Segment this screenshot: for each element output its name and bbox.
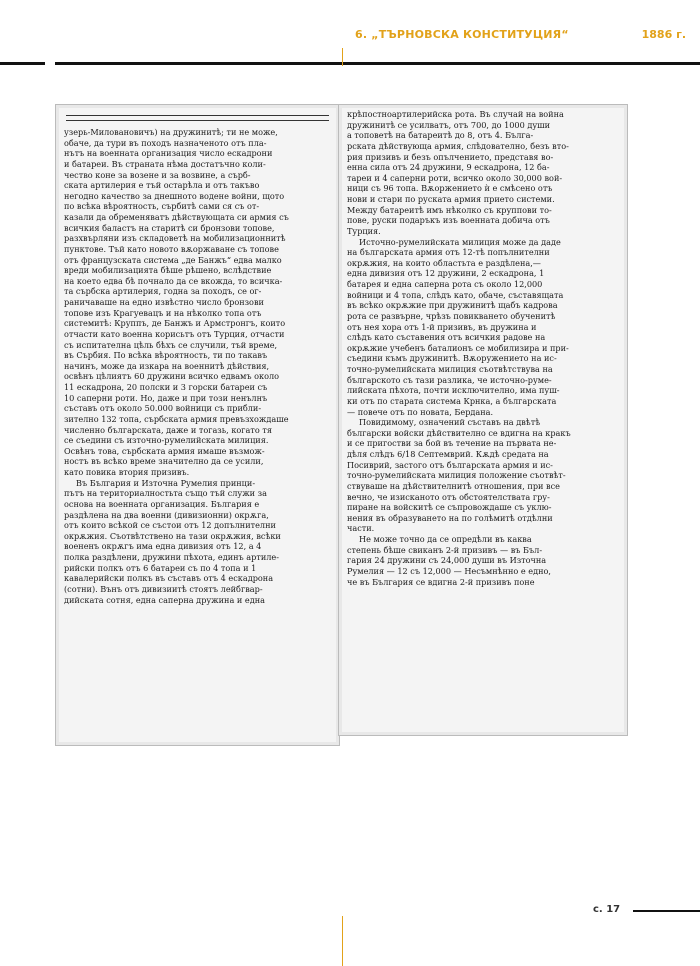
newspaper-clipping-left xyxy=(55,104,340,746)
page-number: с. 17 xyxy=(593,904,621,915)
paragraph: узерь-Миловановичъ) на дружинитѣ; ти не може, обаче, да тури въ походъ назначеното отъ пла- нътъ на военната организация число ескадрони и батареи. Въ страната нѣма достатъчно коли- чество коне за возене и за возвине, а сърб- ската артилерия е тъй остарѣла и отъ такъво негодно качество за днешното водене войни, щото по всѣка вѣроятность, сърбитѣ сами ся съ от- казали да обременяватъ дѣйствующата си армия съ всичкия баластъ на старитѣ си бронзови топове, разхвърляни изъ складоветѣ на мобилизационнитѣ пунктове. Тъй като новото вѫоржаване съ топове отъ французската система „де Банжъ“ едва малко вреди мобилизацията бѣше рѣшено, вслѣдствие на което едва бѣ почнало да се вкожда, то всичка- та сърбска артилерия, годна за походъ, се ог- раничаваше на едно извѣстно число бронзови топове изъ Крагуевацъ и на нѣколко топа отъ системитѣ: Круппъ, де Банжъ и Армстронгъ, които отчасти като военна корисьтъ отъ Турция, отчасти съ испитателна цѣль бѣхъ се случили, тъй време, въ Сърбия. По всѣка вѣроятность, ти по такавъ начинъ, може да изкара на военнитѣ дѣйствия, освѣнъ цѣлиятъ 60 дружини всичко едвамъ около 11 ескадрона, 20 полски и 3 горски батареи съ 10 саперни роти. Но, даже и при този ненълнъ съставъ отъ около 50.000 войници съ прибли- зително 132 топа, сърбската армия превъзхождаше численно българската, даже и тогазь, когато тя се съедини съ източно-румелийската милиция. Освѣнъ това, сърбската армия имаше възмож- ностъ въ всѣко време значително да се усили, като повика втория призивъ. xyxy=(64,127,289,477)
paragraph: Источно-румелийската милиция може да даде на българската армия отъ 12-тѣ попълнителни окрѫжия, на които областьта е раздѣлена,— една дивизия отъ 12 дружини, 2 ескадрона, 1 батарея и една саперна рота съ около 12,000 войници и 4 топа, слѣдъ като, обаче, съставящата въ всѣко окрѫжие при дружинитѣ щабъ кадрова рота се развърне, чрѣзъ повикването обученитѣ отъ нея хора отъ 1-й призивъ, въ дружина и слѣдъ като съставения отъ всичкия радове на окрѫжие учебенъ баталионъ се мобилизира и при- съедини къмъ дружинитѣ. Вѫоружението на ис- точно-румелийската милиция съотвѣтствува на българското съ тази разлика, че источно-руме- лийската пѣхота, почти исключително, има пуш- ки отъ по старата система Крнка, а българската — повече отъ по новата, Бердана. xyxy=(347,236,569,417)
paragraph: Повидимому, означений съставъ на двѣтѣ български войски дѣйствително се вдигна на кракъ и се пригостви за бой въ течение на първата не- дѣля слѣдъ 6/18 Септемврий. Кѫдѣ средата на Посиврий, застого отъ българската армия и ис- точно-румелийската милиция положение съотвѣт- ствуваше на дѣйствителнитѣ отношения, при все вечно, че изисканото отъ обстоятелствата гру- пиране на войскитѣ се съпровождаше съ уклю- нения въ образуването на по голѣмитѣ отдѣлни части. xyxy=(347,417,571,534)
footer-divider-tick xyxy=(342,916,343,966)
chapter-title: 6. „ТЪРНОВСКА КОНСТИТУЦИЯ“ xyxy=(355,28,569,41)
clipping-top-rule xyxy=(66,115,329,121)
header-divider-tick xyxy=(342,48,343,66)
paragraph: крѣпостноартилерийска рота. Въ случай на война дружинитѣ се усилватъ, отъ 700, до 1000 души а топоветѣ на батареитѣ до 8, отъ 4. Бълга- рската дѣйствующа армия, слѣдователно, безъ вто- рия призивъ и безъ опълчението, представя во- енна сила отъ 24 дружини, 9 ескадрона, 12 ба- тареи и 4 саперни роти, всичко около 30,000 вой- ници съ 96 топа. Вѫоржението ѝ е смѣсено отъ нови и стари по руската армия прието системи. Между батареитѣ имъ нѣколко съ круппови то- пове, руски подаръкъ изъ военната добича отъ Турция. xyxy=(347,109,569,236)
paragraph: Не може точно да се опредѣли въ каква степень бѣше свиканъ 2-й призивъ — въ Бъл- гария 24 дружини съ 24,000 души въ Източна Румелия — 12 съ 12,000 — Несъмнѣнно е едно, че въ България се вдигна 2-й призивъ поне xyxy=(347,534,551,587)
clipping-text-right xyxy=(347,109,619,587)
clipping-text-left xyxy=(64,127,332,605)
chapter-year: 1886 г. xyxy=(641,28,686,41)
header-rule-right xyxy=(55,62,700,65)
header-rule-left xyxy=(0,62,45,65)
footer-rule xyxy=(633,910,700,912)
newspaper-clipping-right xyxy=(338,104,628,736)
paragraph: Въ България и Източна Румелия принци- пътъ на териториалностьта също тъй служи за основа на военната организация. България е раздѣлена на два военни (дивизионни) окрѫга, отъ които всѣкой се състои отъ 12 допълнителни окрѫжия. Съотвѣтствено на тази окрѫжия, всѣки воененъ окрѫгъ има една дивизия отъ 12, а 4 полка раздѣлени, дружини пѣхота, единъ артиле- рийски полкъ отъ 6 батареи съ по 4 топа и 1 кавалерийски полкъ въ съставъ отъ 4 ескадрона (сотни). Вънъ отъ дивизиитѣ стоятъ лейбгвар- дийската сотня, една саперна дружина и една xyxy=(64,477,281,605)
